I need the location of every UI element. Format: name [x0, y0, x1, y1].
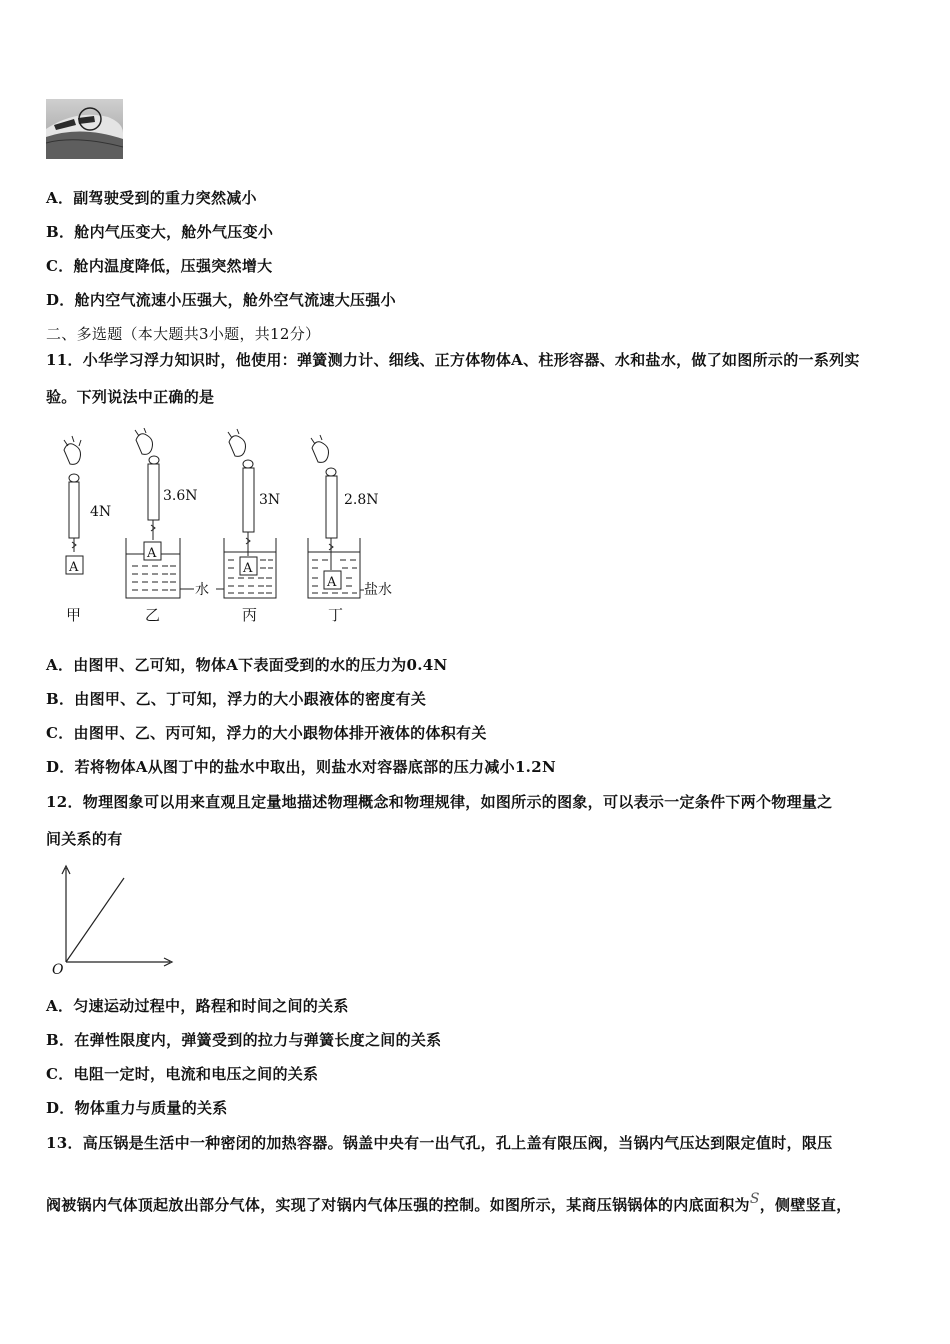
- panel-ding: [308, 435, 364, 598]
- q12-option-b: B．在弹性限度内，弹簧受到的拉力与弹簧长度之间的关系: [46, 1031, 442, 1049]
- reading-yi: 3.6N: [163, 488, 198, 504]
- caption-jia: 甲: [66, 606, 82, 624]
- q11-stem-line1: 11．小华学习浮力知识时，他使用：弹簧测力计、细线、正方体物体A、柱形容器、水和盐水，做了如图所示的一系列实: [46, 351, 860, 369]
- section-header: 二、多选题（本大题共3小题，共12分）: [46, 325, 321, 343]
- q13-stem-line2: 阀被锅内气体顶起放出部分气体，实现了对锅内气体压强的控制。如图所示，某商压锅锅体的内底面积为: [46, 1196, 750, 1214]
- q12-stem-line2: 间关系的有: [46, 830, 123, 848]
- block-label-jia: A: [69, 560, 79, 575]
- water-label: 水: [195, 582, 209, 598]
- linear-graph: [46, 862, 176, 980]
- q10-option-a: A．副驾驶受到的重力突然减小: [46, 189, 257, 207]
- q13-stem-line2-wrap: [46, 1191, 852, 1215]
- q11-option-a: A．由图甲、乙可知，物体A下表面受到的水的压力为0.4N: [46, 656, 448, 674]
- block-label-ding: A: [327, 575, 337, 590]
- q10-option-c: C．舱内温度降低，压强突然增大: [46, 257, 273, 275]
- block-label-bing: A: [243, 561, 253, 576]
- area-symbol: S: [749, 1191, 760, 1207]
- block-label-yi: A: [147, 546, 157, 561]
- caption-ding: 丁: [328, 606, 344, 624]
- q12-stem-line1: 12．物理图象可以用来直观且定量地描述物理概念和物理规律，如图所示的图象，可以表示一定条件下两个物理量之: [46, 793, 833, 811]
- caption-bing: 丙: [242, 606, 258, 624]
- airplane-cockpit-photo: [46, 99, 123, 159]
- reading-bing: 3N: [259, 492, 281, 508]
- q11-stem-line2: 验。下列说法中正确的是: [46, 388, 215, 406]
- q12-option-c: C．电阻一定时，电流和电压之间的关系: [46, 1065, 319, 1083]
- q10-option-d: D．舱内空气流速小压强大，舱外空气流速大压强小: [46, 291, 396, 309]
- panel-jia: [64, 436, 83, 574]
- q11-option-c: C．由图甲、乙、丙可知，浮力的大小跟物体排开液体的体积有关: [46, 724, 487, 742]
- buoyancy-experiment-figure: [46, 428, 406, 628]
- panel-yi: [126, 428, 180, 598]
- q12-option-d: D．物体重力与质量的关系: [46, 1099, 228, 1117]
- reading-ding: 2.8N: [344, 492, 379, 508]
- q11-option-b: B．由图甲、乙、丁可知，浮力的大小跟液体的密度有关: [46, 690, 427, 708]
- q10-option-b: B．舱内气压变大，舱外气压变小: [46, 223, 274, 241]
- proportional-line: [66, 878, 124, 962]
- q13-stem-line1: 13．高压锅是生活中一种密闭的加热容器。锅盖中央有一出气孔，孔上盖有限压阀，当锅内气压达到限定值时，限压: [46, 1134, 833, 1152]
- reading-jia: 4N: [90, 504, 112, 520]
- q13-stem-line2-end: ，侧壁竖直，: [759, 1196, 852, 1214]
- q11-option-d: D．若将物体A从图丁中的盐水中取出，则盐水对容器底部的压力减小1.2N: [46, 758, 556, 776]
- origin-label: O: [52, 962, 64, 978]
- brine-label: 盐水: [364, 582, 392, 598]
- caption-yi: 乙: [145, 606, 161, 624]
- q12-option-a: A．匀速运动过程中，路程和时间之间的关系: [46, 997, 349, 1015]
